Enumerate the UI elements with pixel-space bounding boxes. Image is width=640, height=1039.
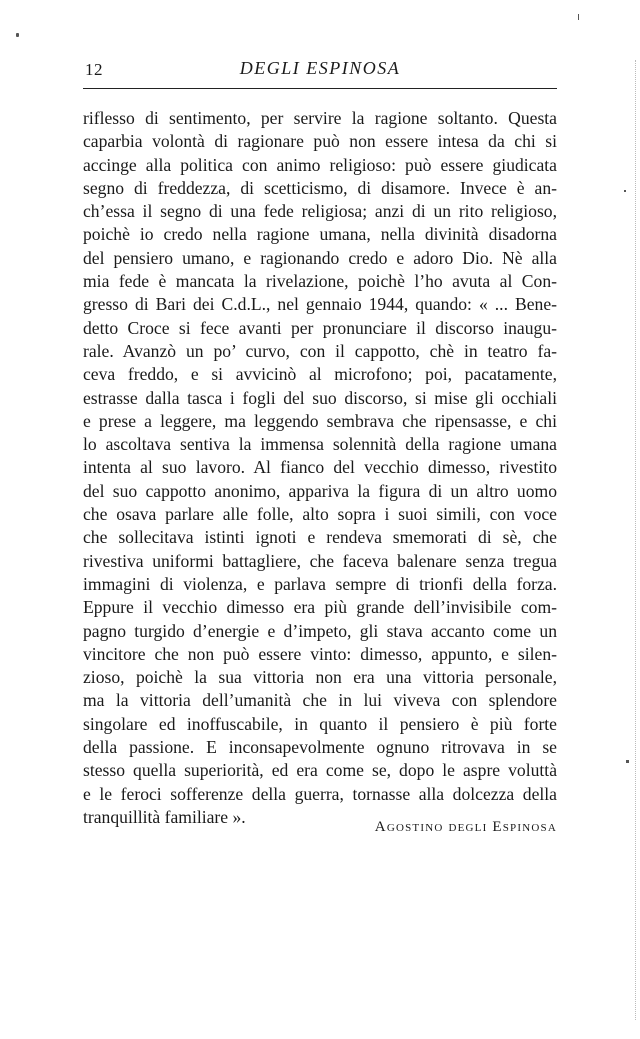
text-line: lo ascoltava sentiva la immensa solennità della ragione umana: [83, 434, 557, 455]
text-line: che sollecitava istinti ignoti e rendeva smemorati di sè, che: [83, 527, 557, 548]
scan-speck: [624, 190, 626, 192]
text-line: e prese a leggere, ma leggendo sembrava che ripensasse, e chi: [83, 410, 557, 431]
text-line: e le feroci sofferenze della guerra, tornasse alla dolcezza della: [83, 783, 557, 804]
text-line: zioso, poichè la sua vittoria non era una vittoria personale,: [83, 667, 557, 688]
text-line: rale. Avanzò un po’ curvo, con il cappotto, chè in teatro fa-: [83, 340, 557, 361]
text-line: del suo cappotto anonimo, appariva la figura di un altro uomo: [83, 480, 557, 501]
text-line: intenta al suo lavoro. Al fianco del vecchio dimesso, rivestito: [83, 457, 557, 478]
scan-speck: [578, 14, 579, 20]
scan-speck: [16, 33, 19, 37]
text-line: poichè io credo nella ragione umana, nella divinità disadorna: [83, 224, 557, 245]
text-line: tranquillità familiare ».: [83, 806, 246, 827]
text-line: detto Croce si fece avanti per pronunciare il discorso inaugu-: [83, 317, 557, 338]
text-line: estrasse dalla tasca i fogli del suo discorso, si mise gli occhiali: [83, 387, 557, 408]
header-rule: [83, 88, 557, 89]
text-line: rivestiva uniformi battagliere, che faceva balenare senza tregua: [83, 550, 557, 571]
running-head: DEGLI ESPINOSA: [239, 58, 401, 78]
text-line: segno di freddezza, di scetticismo, di disamore. Invece è an-: [83, 177, 557, 198]
text-line: ceva freddo, e si avvicinò al microfono; poi, pacatamente,: [83, 364, 557, 385]
text-line: ch’essa il segno di una fede religiosa; anzi di un rito religioso,: [83, 201, 557, 222]
text-line: gresso di Bari dei C.d.L., nel gennaio 1944, quando: « ... Bene-: [83, 294, 557, 315]
text-line: Eppure il vecchio dimesso era più grande dell’invisibile com-: [83, 597, 557, 618]
text-line: pagno turgido d’energie e d’impeto, gli stava accanto come un: [83, 620, 557, 641]
text-line: singolare ed inoffuscabile, in quanto il pensiero è più forte: [83, 713, 557, 734]
page-edge-shadow: [634, 60, 636, 1020]
text-line: accinge alla politica con animo religioso: può essere giudicata: [83, 154, 557, 175]
text-line: della passione. E inconsapevolmente ognuno ritrovava in se: [83, 737, 557, 758]
body-text: [83, 107, 557, 829]
text-line: ma la vittoria dell’umanità che in lui viveva con splendore: [83, 690, 557, 711]
scan-speck: [626, 760, 629, 763]
page-number: 12: [85, 60, 103, 79]
text-line: vincitore che non può essere vinto: dimesso, appunto, e silen-: [83, 643, 557, 664]
text-line: del pensiero umano, e ragionando credo e adoro Dio. Nè alla: [83, 247, 557, 268]
text-line: riflesso di sentimento, per servire la ragione soltanto. Questa: [83, 108, 557, 128]
text-line: immagini di violenza, e parlava sempre di trionfi della forza.: [83, 573, 557, 594]
page-header: [83, 58, 557, 84]
text-line: stesso quella superiorità, ed era come se, dopo le aspre voluttà: [83, 760, 557, 781]
author-signature: Agostino degli Espinosa: [374, 819, 557, 835]
text-line: caparbia volontà di ragionare può non essere intesa da chi si: [83, 131, 557, 152]
text-line: mia fede è mancata la rivelazione, poichè l’ho avuta al Con-: [83, 271, 557, 292]
text-line: che osava parlare alle folle, alto sopra i suoi simili, con voce: [83, 504, 557, 525]
